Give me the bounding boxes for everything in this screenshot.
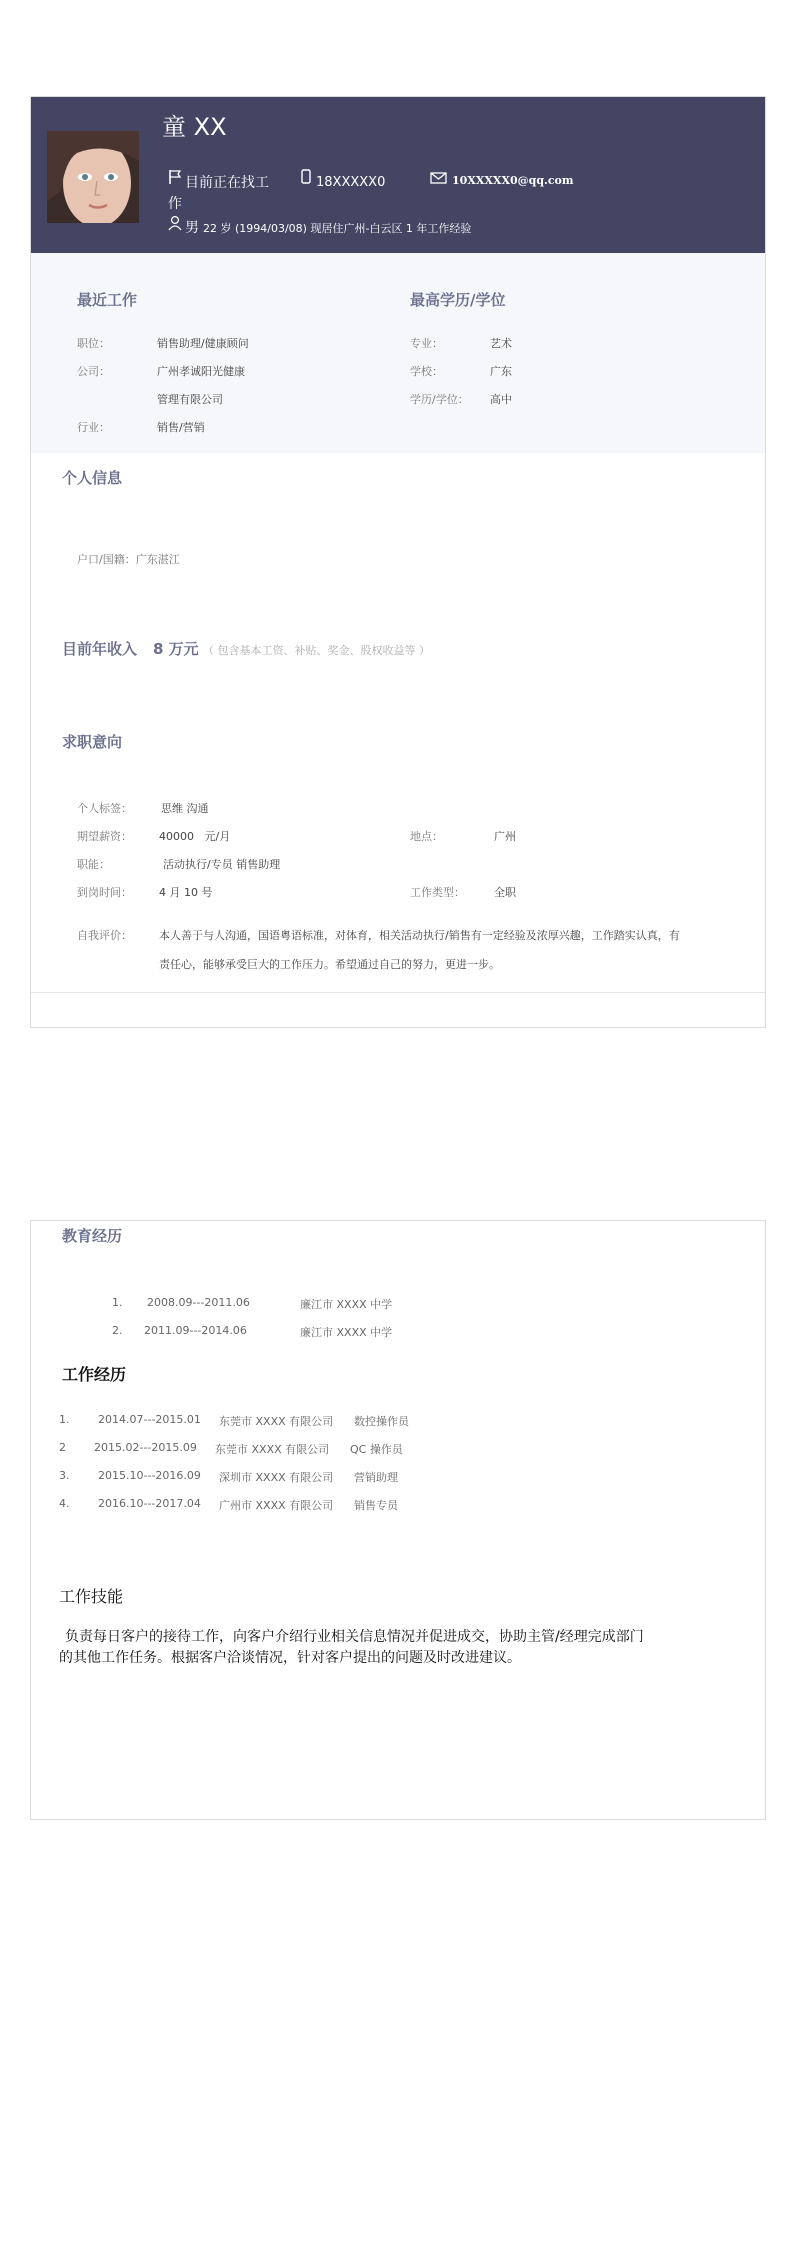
work-item-company: 东莞市 XXXX 有限公司: [219, 1415, 334, 1428]
position-value: 销售助理/健康顾问: [157, 337, 249, 350]
location-label: 地点：: [410, 830, 443, 843]
resume-card-page-1: [30, 96, 766, 1028]
company-value: 广州孝诚阳光健康: [157, 365, 245, 378]
email-address: 10XXXXX0@qq.com: [452, 174, 574, 187]
education-item-num: 1.: [112, 1296, 123, 1309]
job-type-label: 工作类型：: [410, 886, 465, 899]
arrival-value: 4 月 10 号: [159, 886, 213, 899]
income-note: （ 包含基本工资、补贴、奖金、股权收益等 ）: [203, 644, 430, 657]
major-label: 专业：: [410, 337, 443, 350]
recent-work-title: 最近工作: [77, 291, 138, 309]
work-item-role: QC 操作员: [350, 1443, 403, 1456]
resume-card-page-2: [30, 1220, 766, 1820]
education-summary-title: 最高学历/学位: [410, 291, 506, 309]
work-item-period: 2016.10---2017.04: [98, 1497, 201, 1510]
job-type-value: 全职: [494, 886, 516, 899]
school-value: 广东: [490, 365, 512, 378]
work-item-company: 东莞市 XXXX 有限公司: [215, 1443, 330, 1456]
work-history-title: 工作经历: [62, 1365, 127, 1384]
job-status-wrap: 作: [168, 196, 182, 212]
job-intention-title: 求职意向: [62, 733, 123, 751]
work-item-num: 1.: [59, 1413, 70, 1426]
bottom-divider: [31, 992, 765, 993]
tags-value: 思维 沟通: [161, 802, 209, 815]
personal-info-title: 个人信息: [62, 469, 123, 487]
gender: 男: [185, 220, 199, 236]
salary-label: 期望薪资：: [77, 830, 132, 843]
phone-number: 18XXXXX0: [316, 175, 386, 190]
arrival-label: 到岗时间：: [77, 886, 132, 899]
work-item-role: 数控操作员: [354, 1415, 409, 1428]
education-item-period: 2008.09---2011.06: [147, 1296, 250, 1309]
degree-label: 学历/学位：: [410, 393, 469, 406]
work-item-num: 4.: [59, 1497, 70, 1510]
self-evaluation-label: 自我评价：: [77, 929, 132, 942]
income-label: 目前年收入: [62, 640, 138, 658]
salary-value: 40000 元/月: [159, 830, 231, 843]
school-label: 学校：: [410, 365, 443, 378]
job-status: 目前正在找工: [185, 175, 269, 191]
industry-value: 销售/营销: [157, 421, 205, 434]
function-label: 职能：: [77, 858, 110, 871]
income-amount: 8 万元: [153, 640, 199, 658]
work-item-period: 2014.07---2015.01: [98, 1413, 201, 1426]
self-evaluation-line1: 本人善于与人沟通，国语粤语标准，对体育，相关活动执行/销售有一定经验及浓厚兴趣，工作踏实认真，有: [159, 929, 680, 942]
phone-icon: [301, 169, 311, 184]
education-title: 教育经历: [62, 1227, 123, 1245]
skills-line1: 负责每日客户的接待工作，向客户介绍行业相关信息情况并促进成交，协助主管/经理完成部门: [65, 1629, 644, 1645]
degree-value: 高中: [490, 393, 512, 406]
location-value: 广州: [494, 830, 516, 843]
flag-icon: [168, 169, 182, 185]
profile-header: [31, 97, 765, 253]
avatar: [47, 131, 139, 223]
industry-label: 行业：: [77, 421, 110, 434]
mail-icon: [430, 172, 447, 184]
education-item-num: 2.: [112, 1324, 123, 1337]
hukou-value: 户口/国籍：广东湛江: [77, 553, 180, 566]
work-item-role: 销售专员: [354, 1499, 398, 1512]
company-label: 公司：: [77, 365, 110, 378]
skills-line2: 的其他工作任务。根据客户洽谈情况，针对客户提出的问题及时改进建议。: [59, 1650, 521, 1666]
summary-panel: [31, 253, 765, 453]
personal-details: 22 岁 (1994/03/08) 现居住广州-白云区 1 年工作经验: [203, 222, 472, 235]
position-label: 职位：: [77, 337, 110, 350]
skills-title: 工作技能: [59, 1587, 124, 1606]
work-item-num: 2: [59, 1441, 66, 1454]
education-item-school: 廉江市 XXXX 中学: [300, 1298, 393, 1311]
work-item-period: 2015.02---2015.09: [94, 1441, 197, 1454]
function-value: 活动执行/专员 销售助理: [163, 858, 281, 871]
work-item-num: 3.: [59, 1469, 70, 1482]
education-item-school: 廉江市 XXXX 中学: [300, 1326, 393, 1339]
major-value: 艺术: [490, 337, 512, 350]
user-icon: [168, 215, 182, 231]
tags-label: 个人标签：: [77, 802, 132, 815]
work-item-company: 深圳市 XXXX 有限公司: [219, 1471, 334, 1484]
work-item-company: 广州市 XXXX 有限公司: [219, 1499, 334, 1512]
work-item-role: 营销助理: [354, 1471, 398, 1484]
work-item-period: 2015.10---2016.09: [98, 1469, 201, 1482]
company-value-line2: 管理有限公司: [157, 393, 223, 406]
self-evaluation-line2: 责任心，能够承受巨大的工作压力。希望通过自己的努力，更进一步。: [159, 958, 500, 971]
avatar-photo: [47, 131, 139, 223]
candidate-name: 童 XX: [162, 113, 227, 141]
education-item-period: 2011.09---2014.06: [144, 1324, 247, 1337]
